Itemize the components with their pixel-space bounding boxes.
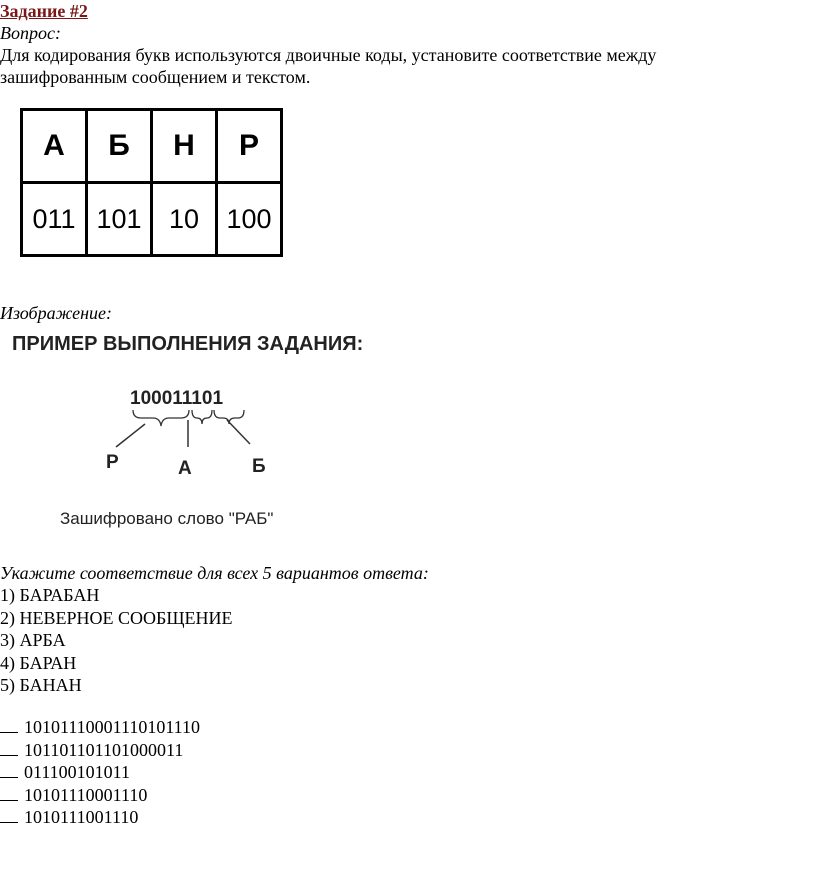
example-code: 100011101 xyxy=(130,388,224,409)
example-image xyxy=(0,320,420,540)
example-heading: ПРИМЕР ВЫПОЛНЕНИЯ ЗАДАНИЯ: xyxy=(12,333,364,355)
code-table-code: 011 xyxy=(22,183,87,256)
image-label: Изображение: xyxy=(0,303,113,323)
option-item: 2) НЕВЕРНОЕ СООБЩЕНИЕ xyxy=(0,607,233,628)
example-letter: Р xyxy=(106,452,119,473)
brace-group-2 xyxy=(192,410,212,424)
answers-label: Укажите соответствие для всех 5 вариантов ответа: xyxy=(0,563,429,583)
code-table-code: 10 xyxy=(152,183,217,256)
code-table-code: 100 xyxy=(217,183,282,256)
option-item: 5) БАНАН xyxy=(0,675,82,695)
code-answer-text: 101101101101000011 xyxy=(24,739,184,760)
code-answer-text: 10101110001110 xyxy=(24,784,148,805)
code-table-codes-row xyxy=(22,183,282,256)
answer-blank[interactable] xyxy=(0,739,18,756)
code-answer-text: 10101110001110101110 xyxy=(24,717,200,737)
code-answer-text: 1010111001110 xyxy=(24,807,139,827)
option-item: 1) БАРАБАН xyxy=(0,585,100,605)
code-answer-row xyxy=(0,761,200,784)
option-item: 3) АРБА xyxy=(0,630,66,650)
question-text: Для кодирования букв используются двоичные коды, установите соответствие между зашифрованным сообщением и текстом. xyxy=(0,45,657,87)
code-table-letter: Р xyxy=(217,110,282,183)
answer-blank[interactable] xyxy=(0,806,18,823)
code-table xyxy=(20,108,283,257)
code-table-letter: Н xyxy=(152,110,217,183)
option-item: 4) БАРАН xyxy=(0,652,77,673)
code-answer-row xyxy=(0,739,200,762)
example-letter: А xyxy=(178,458,192,479)
code-table-letters-row xyxy=(22,110,282,183)
answer-blank[interactable] xyxy=(0,784,18,801)
question-label: Вопрос: xyxy=(0,23,61,43)
options-list xyxy=(0,584,232,697)
brace-group-1 xyxy=(133,410,189,426)
code-answer-text: 011100101011 xyxy=(24,762,130,782)
connector-line xyxy=(116,424,145,447)
code-answer-row xyxy=(0,784,200,807)
example-caption: Зашифровано слово "РАБ" xyxy=(60,509,274,528)
answer-blank[interactable] xyxy=(0,716,18,733)
code-answer-row xyxy=(0,716,200,739)
code-table-code: 101 xyxy=(87,183,152,256)
code-table-letter: Б xyxy=(87,110,152,183)
code-answer-row xyxy=(0,806,200,829)
connector-line xyxy=(227,420,250,444)
example-letter: Б xyxy=(252,456,266,477)
code-table-letter: А xyxy=(22,110,87,183)
codes-list xyxy=(0,716,200,829)
answer-blank[interactable] xyxy=(0,761,18,778)
task-title: Задание #2 xyxy=(0,1,88,21)
